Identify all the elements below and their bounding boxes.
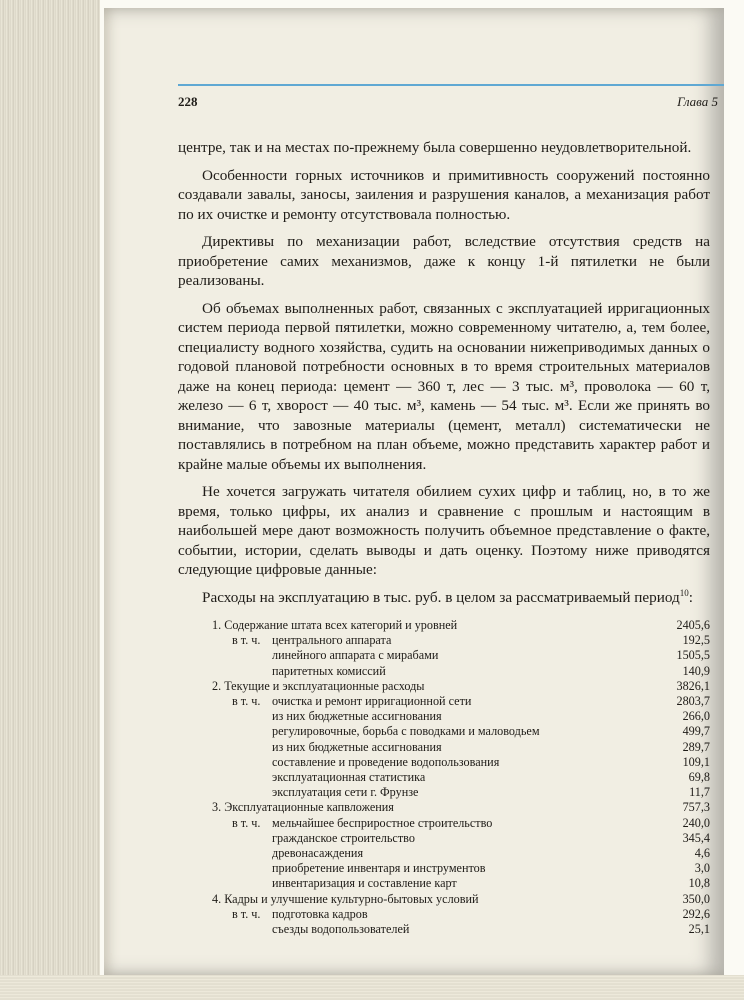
item-label: мельчайшее бесприростное строительство (272, 815, 493, 830)
item-label: съезды водопользователей (272, 922, 410, 937)
expenses-list (212, 618, 710, 937)
item-label: эксплуатация сети г. Фрунзе (272, 785, 419, 800)
page-edges-left (0, 0, 100, 1000)
list-item (212, 648, 710, 663)
item-label: паритетных комиссий (272, 663, 386, 678)
item-label: древонасаждения (272, 846, 364, 861)
item-label-wrap (232, 907, 640, 922)
item-value: 25,1 (688, 922, 710, 937)
list-item (212, 831, 710, 846)
item-value: 140,9 (682, 663, 710, 678)
item-label: приобретение инвентаря и инструментов (272, 861, 486, 876)
list-item (212, 724, 710, 739)
paragraph: Об объемах выполненных работ, связанных с эксплуатацией ирригационных систем периода первой пятилетки, можно современному читателю, а, тем более, специалисту водного хозяйства, судить на основании нижеприводимых данных о годовой плановой потребности основных в то время строительных материалов даже на конец периода: цемент — 360 т, лес — 3 тыс. м³, проволока — 60 т, железо — 6 т, хворост — 40 тыс. м³, камень — 54 тыс. м³. Если же принять во внимание, что завозные материалы (цемент, металл) систематически не поставлялись в потребном на план объеме, можно представить характер работ и крайне малые объемы их выполнения. (178, 299, 710, 473)
list-item (212, 861, 710, 876)
list-item (212, 816, 710, 831)
list-item (212, 800, 710, 815)
item-value: 350,0 (682, 891, 710, 906)
item-value: 109,1 (682, 754, 710, 769)
vt-ch-label: в т. ч. (232, 815, 261, 830)
item-label: 1. Содержание штата всех категорий и уровней (212, 618, 458, 632)
item-value: 3826,1 (676, 678, 710, 693)
item-label-wrap (232, 633, 640, 648)
item-value: 1505,5 (676, 648, 710, 663)
item-value: 11,7 (689, 785, 710, 800)
vt-ch-label: в т. ч. (232, 906, 261, 921)
item-value: 10,8 (688, 876, 710, 891)
list-item (212, 770, 710, 785)
paragraph: Не хочется загружать читателя обилием сухих цифр и таблиц, но, в то же время, только цифры, их анализ и сравнение с прошлым и настоящим в наибольшей мере дают возможность получить объемное представление о факте, событии, истории, сделать выводы и дать оценку. Поэтому ниже приводятся следующие цифровые данные: (178, 483, 710, 578)
list-item (212, 892, 710, 907)
item-value: 266,0 (682, 709, 710, 724)
list-item (212, 876, 710, 891)
list-item (212, 785, 710, 800)
item-label: гражданское строительство (272, 830, 415, 845)
list-item (212, 922, 710, 937)
list-item (212, 618, 710, 633)
item-label: регулировочные, борьба с поводками и маловодьем (272, 724, 540, 739)
paragraph: центре, так и на местах по-прежнему была совершенно неудовлетворительной. (178, 139, 692, 156)
item-label: составление и проведение водопользования (272, 754, 500, 769)
vt-ch-label: в т. ч. (232, 633, 261, 648)
item-label: 3. Эксплуатационные капвложения (212, 800, 394, 815)
item-label-wrap (232, 816, 640, 831)
item-value: 2405,6 (676, 618, 710, 632)
item-label: 4. Кадры и улучшение культурно-бытовых условий (212, 891, 479, 906)
list-item (212, 907, 710, 922)
list-item (212, 709, 710, 724)
page-number: 228 (178, 94, 198, 109)
item-value: 4,6 (694, 846, 710, 861)
item-label: очистка и ремонт ирригационной сети (272, 694, 472, 709)
item-value: 292,6 (682, 906, 710, 921)
page-edges-bottom (0, 975, 744, 1000)
paragraph: Особенности горных источников и примитивность сооружений постоянно создавали завалы, заносы, заиления и разрушения каналов, а механизация работ по их очистке и ремонту отсутствовала полностью. (178, 166, 710, 223)
expenses-intro-colon: : (688, 588, 693, 606)
header-rule (178, 84, 724, 86)
running-head-chapter: Глава 5 (677, 94, 718, 109)
item-value: 757,3 (682, 800, 710, 815)
body-text (178, 138, 710, 615)
footnote-ref: 10 (679, 587, 689, 598)
list-item (212, 846, 710, 861)
list-item (212, 679, 710, 694)
list-item (212, 664, 710, 679)
paragraph: Директивы по механизации работ, вследствие отсутствия средств на приобретение самих механизмов, даже к концу 1-й пятилетки не были реализованы. (178, 233, 710, 289)
list-item (212, 694, 710, 709)
item-value: 3,0 (694, 861, 710, 876)
item-value: 2803,7 (676, 694, 710, 709)
list-item (212, 633, 710, 648)
list-item (212, 755, 710, 770)
item-label: линейного аппарата с мирабами (272, 648, 439, 663)
item-value: 240,0 (682, 815, 710, 830)
item-value: 192,5 (682, 633, 710, 648)
item-label: эксплуатационная статистика (272, 770, 426, 785)
item-value: 499,7 (682, 724, 710, 739)
list-item (212, 740, 710, 755)
expenses-intro (178, 588, 710, 608)
item-value: 289,7 (682, 739, 710, 754)
item-value: 69,8 (688, 770, 710, 785)
item-value: 345,4 (682, 830, 710, 845)
item-label: подготовка кадров (272, 906, 368, 921)
vt-ch-label: в т. ч. (232, 694, 261, 709)
item-label: из них бюджетные ассигнования (272, 739, 442, 754)
item-label: инвентаризация и составление карт (272, 876, 457, 891)
item-label: 2. Текущие и эксплуатационные расходы (212, 678, 425, 693)
item-label: центрального аппарата (272, 633, 392, 648)
expenses-intro-text: Расходы на эксплуатацию в тыс. руб. в целом за рассматриваемый период (202, 588, 680, 606)
item-label-wrap (232, 694, 640, 709)
item-label: из них бюджетные ассигнования (272, 709, 442, 724)
